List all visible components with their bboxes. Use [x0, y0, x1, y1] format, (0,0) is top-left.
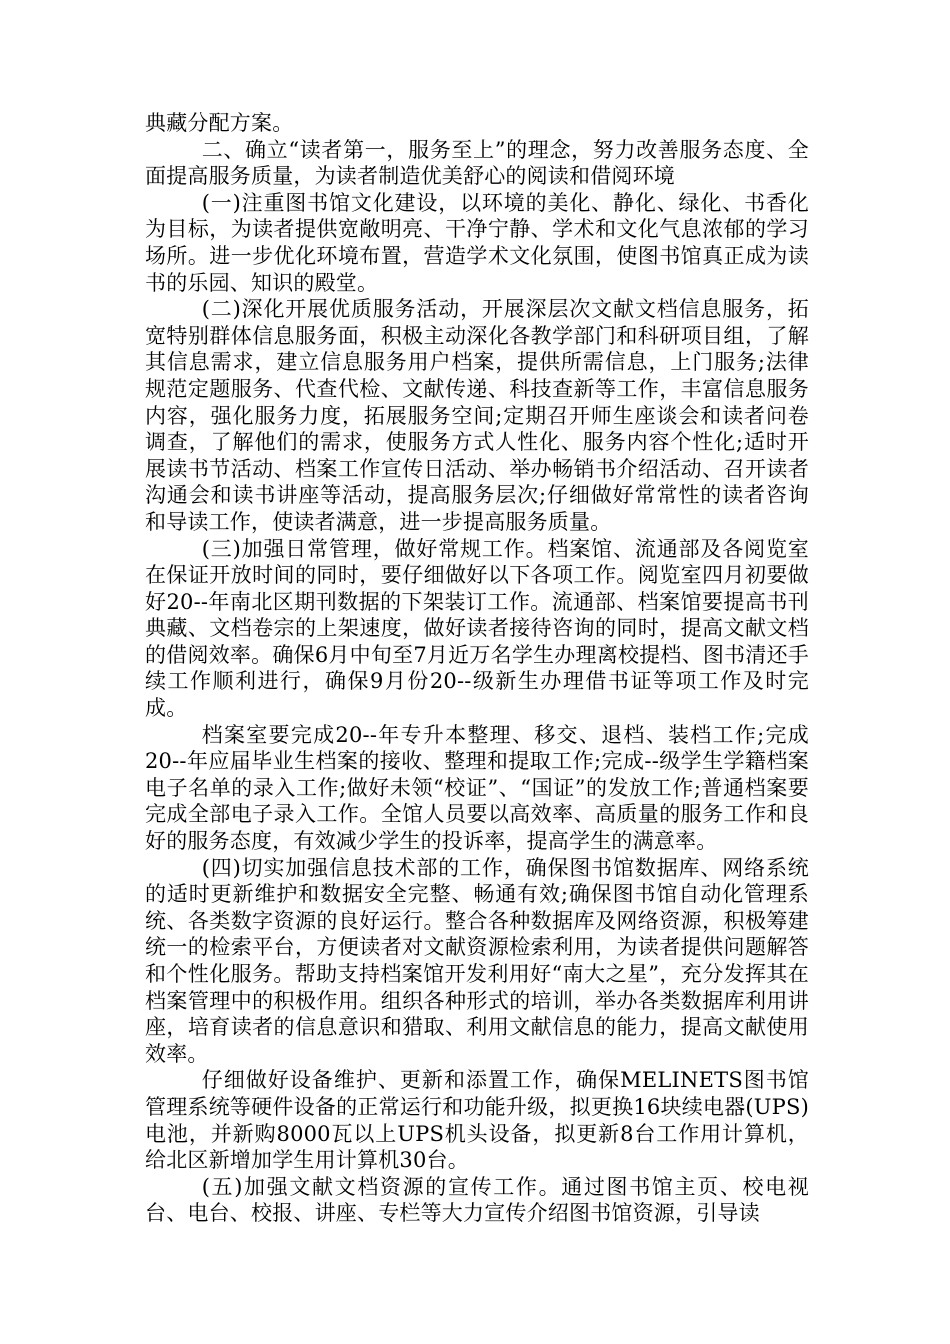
- paragraph-6: 档案室要完成20--年专升本整理、移交、退档、装档工作;完成20--年应届毕业生档案的接收、整理和提取工作;完成--级学生学籍档案电子名单的录入工作;做好未领“校证”、“国证”的发放工作;普通档案要完成全部电子录入工作。全馆人员要以高效率、高质量的服务工作和良好的服务态度，有效减少学生的投诉率，提高学生的满意率。: [145, 722, 809, 854]
- paragraph-9: (五)加强文献文档资源的宣传工作。通过图书馆主页、校电视台、电台、校报、讲座、专栏等大力宣传介绍图书馆资源，引导读: [145, 1174, 809, 1226]
- paragraph-5: (三)加强日常管理，做好常规工作。档案馆、流通部及各阅览室在保证开放时间的同时，要仔细做好以下各项工作。阅览室四月初要做好20--年南北区期刊数据的下架装订工作。流通部、档案馆要提高书刊典藏、文档卷宗的上架速度，做好读者接待咨询的同时，提高文献文档的借阅效率。确保6月中旬至7月近万名学生办理离校提档、图书清还手续工作顺利进行，确保9月份20--级新生办理借书证等项工作及时完成。: [145, 536, 809, 721]
- document-body: [145, 110, 809, 1227]
- paragraph-3: (一)注重图书馆文化建设，以环境的美化、静化、绿化、书香化为目标，为读者提供宽敞明亮、干净宁静、学术和文化气息浓郁的学习场所。进一步优化环境布置，营造学术文化氛围，使图书馆真正成为读书的乐园、知识的殿堂。: [145, 190, 809, 295]
- paragraph-7: (四)切实加强信息技术部的工作，确保图书馆数据库、网络系统的适时更新维护和数据安全完整、畅通有效;确保图书馆自动化管理系统、各类数字资源的良好运行。整合各种数据库及网络资源，积极筹建统一的检索平台，方便读者对文献资源检索利用，为读者提供问题解答和个性化服务。帮助支持档案馆开发利用好“南大之星”，充分发挥其在档案管理中的积极作用。组织各种形式的培训，举办各类数据库利用讲座，培育读者的信息意识和猎取、利用文献信息的能力，提高文献使用效率。: [145, 855, 809, 1066]
- paragraph-4: (二)深化开展优质服务活动，开展深层次文献文档信息服务，拓宽特别群体信息服务面，积极主动深化各教学部门和科研项目组，了解其信息需求，建立信息服务用户档案，提供所需信息，上门服务;法律规范定题服务、代查代检、文献传递、科技查新等工作，丰富信息服务内容，强化服务力度，拓展服务空间;定期召开师生座谈会和读者问卷调查，了解他们的需求，使服务方式人性化、服务内容个性化;适时开展读书节活动、档案工作宣传日活动、举办畅销书介绍活动、召开读者沟通会和读书讲座等活动，提高服务层次;仔细做好常常性的读者咨询和导读工作，使读者满意，进一步提高服务质量。: [145, 297, 809, 534]
- paragraph-1: 典藏分配方案。: [145, 111, 294, 135]
- paragraph-2: 二、确立“读者第一，服务至上”的理念，努力改善服务态度、全面提高服务质量，为读者制造优美舒心的阅读和借阅环境: [145, 137, 809, 189]
- paragraph-8: 仔细做好设备维护、更新和添置工作，确保MELINETS图书馆管理系统等硬件设备的正常运行和功能升级，拟更换16块续电器(UPS)电池，并新购8000瓦以上UPS机头设备，拟更新8台工作用计算机，给北区新增加学生用计算机30台。: [145, 1068, 809, 1173]
